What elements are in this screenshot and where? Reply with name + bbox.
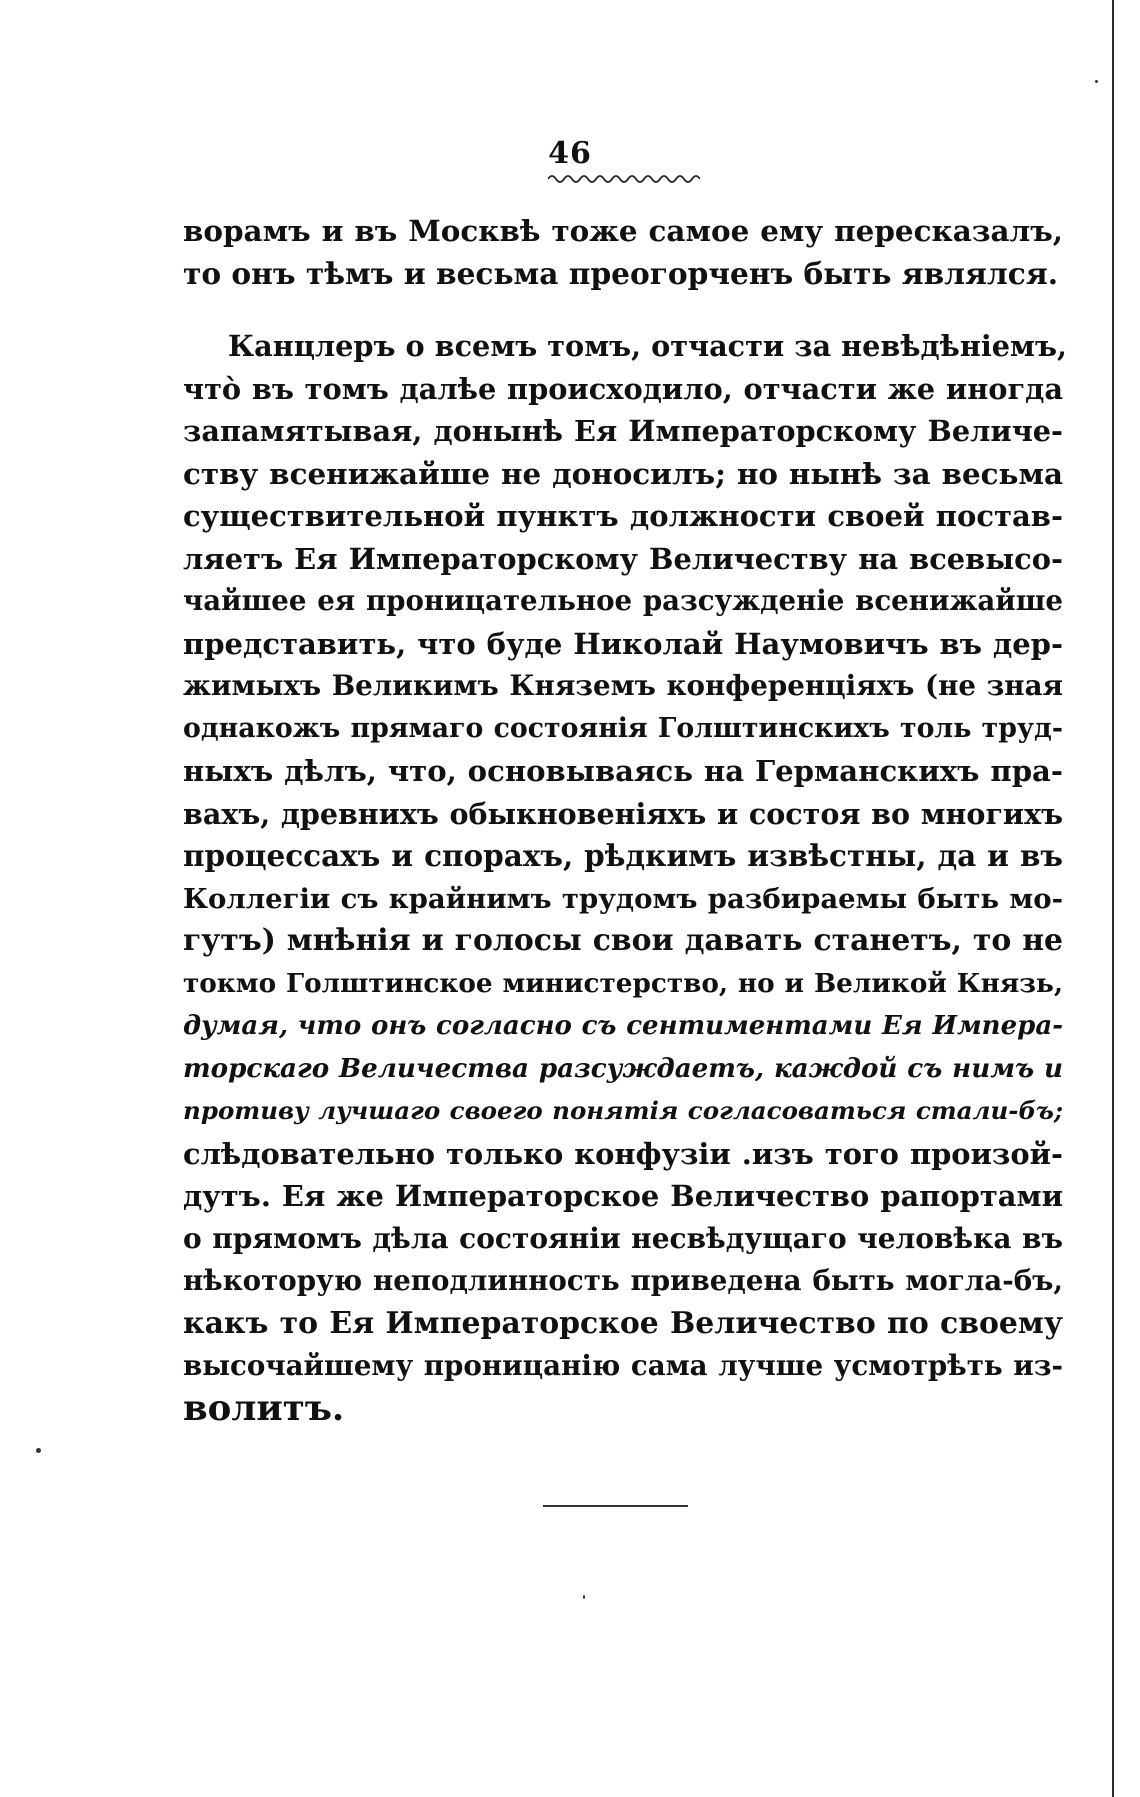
text-line: токмо Голштинское министерство, но и Великой Князь, bbox=[183, 967, 1063, 999]
body-text bbox=[183, 210, 1067, 1430]
text-line: однакожъ прямаго состоянія Голштинскихъ толь труд- bbox=[183, 712, 1063, 744]
text-line: высочайшему проницанію сама лучше усмотрѣть из- bbox=[183, 1349, 1063, 1382]
text-line: Канцлеръ о всемъ томъ, отчасти за невѣдѣніемъ, bbox=[228, 329, 1067, 363]
scan-speck bbox=[583, 1595, 585, 1599]
text-line: то онъ тѣмъ и весьма преогорченъ быть являлся. bbox=[183, 255, 1059, 291]
text-line: ныхъ дѣлъ, что, основываясь на Германскихъ пра- bbox=[183, 754, 1063, 788]
text-line: гутъ) мнѣнія и голосы свои давать станетъ, то не bbox=[183, 923, 1063, 958]
text-line: существительной пунктъ должности своей постав- bbox=[183, 499, 1063, 533]
page-number: 46 bbox=[548, 136, 592, 171]
text-line-italic: торскаго Величества разсуждаетъ, каждой съ нимъ и bbox=[183, 1052, 1063, 1084]
scan-speck bbox=[36, 1448, 41, 1453]
text-line: представить, что буде Николай Наумовичъ въ дер- bbox=[183, 626, 1063, 661]
text-line-italic: противу лучшаго своего понятія согласоваться стали-бъ; bbox=[183, 1096, 1063, 1125]
closing-rule bbox=[543, 1505, 688, 1507]
text-line: ворамъ и въ Москвѣ тоже самое ему пересказалъ, bbox=[183, 213, 1063, 248]
text-line: волитъ. bbox=[183, 1387, 345, 1429]
text-line: какъ то Ея Императорское Величество по своему bbox=[183, 1305, 1063, 1341]
text-line: ляетъ Ея Императорскому Величеству на всевысо- bbox=[183, 541, 1063, 576]
text-line: слѣдовательно только конфузіи .изъ того произой- bbox=[183, 1136, 1063, 1171]
text-line: запамятывая, донынѣ Ея Императорскому Величе- bbox=[183, 414, 1063, 448]
paragraph-gap bbox=[183, 295, 1063, 325]
text-line: нѣкоторую неподлинность приведена быть могла-бъ, bbox=[183, 1264, 1063, 1297]
text-line: Коллегіи съ крайнимъ трудомъ разбираемы быть мо- bbox=[183, 882, 1063, 915]
wavy-ornament bbox=[548, 172, 700, 186]
text-line: вахъ, древнихъ обыкновеніяхъ и состоя во многихъ bbox=[183, 796, 1063, 831]
paragraph-1 bbox=[183, 210, 1063, 295]
text-line: чайшее ея проницательное разсужденіе всенижайше bbox=[183, 584, 1063, 617]
page-edge-line bbox=[1112, 0, 1114, 1797]
text-line: ству всенижайше не доносилъ; но нынѣ за весьма bbox=[183, 455, 1063, 491]
text-line: дутъ. Ея же Императорское Величество рапортами bbox=[183, 1179, 1063, 1213]
scan-speck bbox=[1095, 80, 1098, 83]
text-line: жимыхъ Великимъ Княземъ конференціяхъ (не зная bbox=[183, 669, 1063, 702]
text-line: процессахъ и спорахъ, рѣдкимъ извѣстны, да и въ bbox=[183, 838, 1063, 873]
text-line-italic: думая, что онъ согласно съ сентиментами Ея Импера- bbox=[183, 1011, 1063, 1041]
text-line: что̀ въ томъ далѣе происходило, отчасти же иногда bbox=[183, 371, 1063, 406]
paragraph-2 bbox=[183, 325, 1067, 1430]
text-line: о прямомъ дѣла состояніи несвѣдущаго человѣка въ bbox=[183, 1221, 1063, 1255]
